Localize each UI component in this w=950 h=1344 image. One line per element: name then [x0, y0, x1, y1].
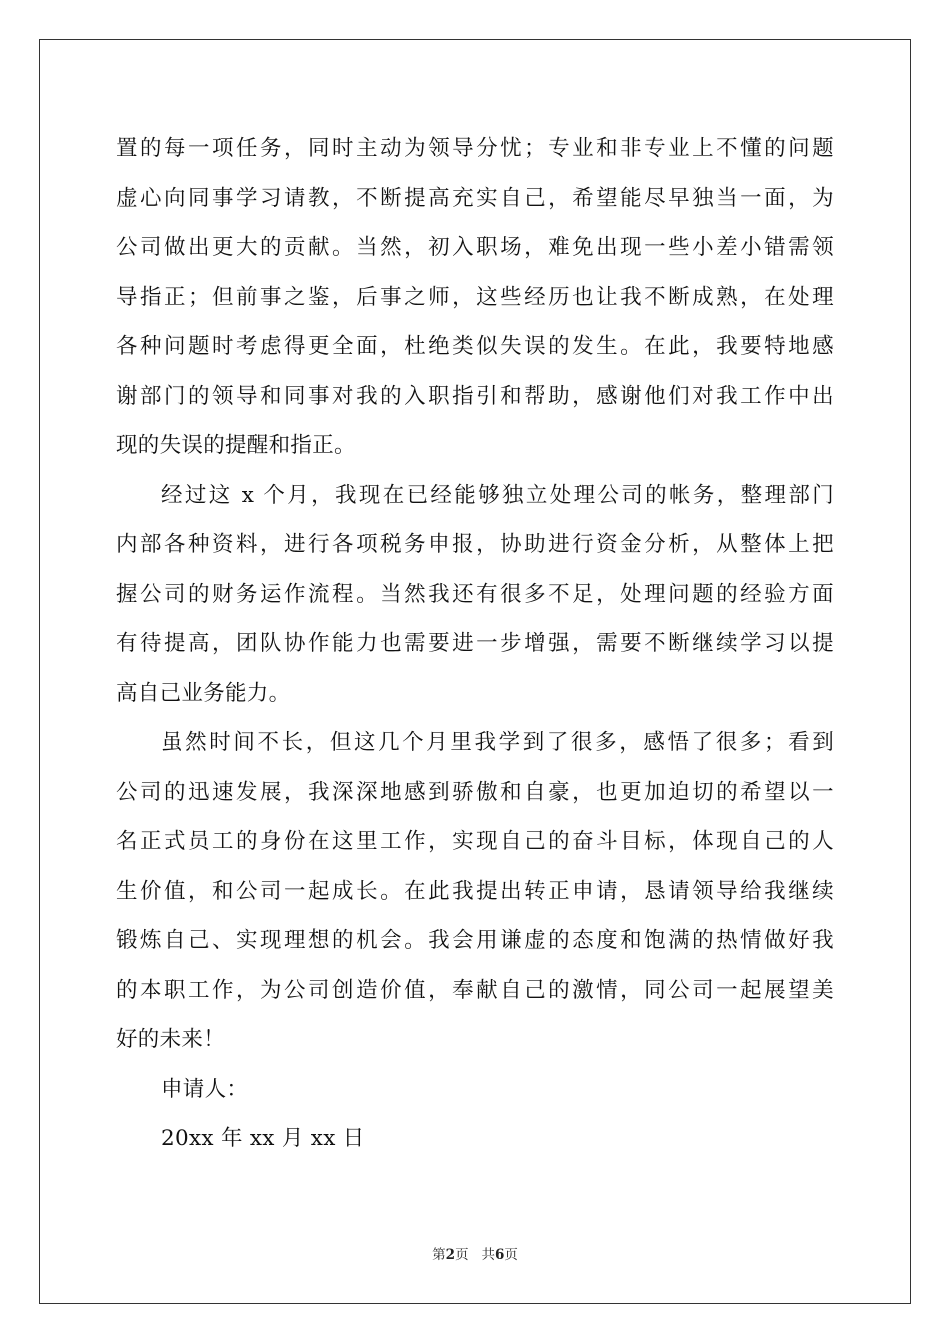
text-line: 虚心向同事学习请教，不断提高充实自己，希望能尽早独当一面，为 [116, 185, 834, 211]
total-suffix: 页 [504, 1247, 518, 1263]
text-line: 有待提高，团队协作能力也需要进一步增强，需要不断继续学习以提 [116, 631, 834, 656]
total-prefix: 共 [481, 1247, 495, 1263]
document-body [116, 124, 834, 1164]
text-line: 公司做出更大的贡献。当然，初入职场，难免出现一些小差小错需领 [116, 235, 834, 260]
text-line: 锻炼自己、实现理想的机会。我会用谦虚的态度和饱满的热情做好我 [116, 928, 834, 953]
paragraph-1 [116, 124, 834, 471]
page-number: 2 [445, 1247, 456, 1263]
paragraph-3 [116, 718, 834, 1065]
page-footer [0, 1245, 950, 1265]
text-line: 名正式员工的身份在这里工作，实现自己的奋斗目标，体现自己的人 [116, 829, 834, 854]
text-line: 虽然时间不长，但这几个月里我学到了很多，感悟了很多；看到 [161, 730, 834, 755]
text-line: 谢部门的领导和同事对我的入职指引和帮助，感谢他们对我工作中出 [116, 383, 834, 409]
applicant-label: 申请人： [161, 1076, 249, 1102]
text-line: 生价值，和公司一起成长。在此我提出转正申请，恳请领导给我继续 [116, 878, 834, 904]
text-line: 内部各种资料，进行各项税务申报，协助进行资金分析，从整体上把 [116, 532, 834, 557]
page-prefix: 第 [432, 1247, 446, 1263]
text-line: 握公司的财务运作流程。当然我还有很多不足，处理问题的经验方面 [116, 581, 834, 607]
text-line: 各种问题时考虑得更全面，杜绝类似失误的发生。在此，我要特地感 [116, 334, 834, 359]
text-line: 高自己业务能力。 [116, 680, 291, 706]
text-line: 公司的迅速发展，我深深地感到骄傲和自豪，也更加迫切的希望以一 [116, 779, 834, 805]
page-suffix: 页 [455, 1247, 469, 1263]
text-line: 现的失误的提醒和指正。 [116, 433, 356, 458]
text-line: 导指正；但前事之鉴，后事之师，这些经历也让我不断成熟，在处理 [116, 284, 834, 310]
paragraph-2 [116, 471, 834, 719]
total-pages: 6 [494, 1247, 505, 1263]
text-line: 的本职工作，为公司创造价值，奉献自己的激情，同公司一起展望美 [116, 977, 834, 1003]
text-line: 经过这 x 个月，我现在已经能够独立处理公司的帐务，整理部门 [161, 482, 834, 508]
text-line: 置的每一项任务，同时主动为领导分忧；专业和非专业上不懂的问题 [116, 136, 834, 161]
text-line: 好的未来！ [116, 1027, 226, 1052]
signature-date: 20xx 年 xx 月 xx 日 [161, 1126, 365, 1151]
